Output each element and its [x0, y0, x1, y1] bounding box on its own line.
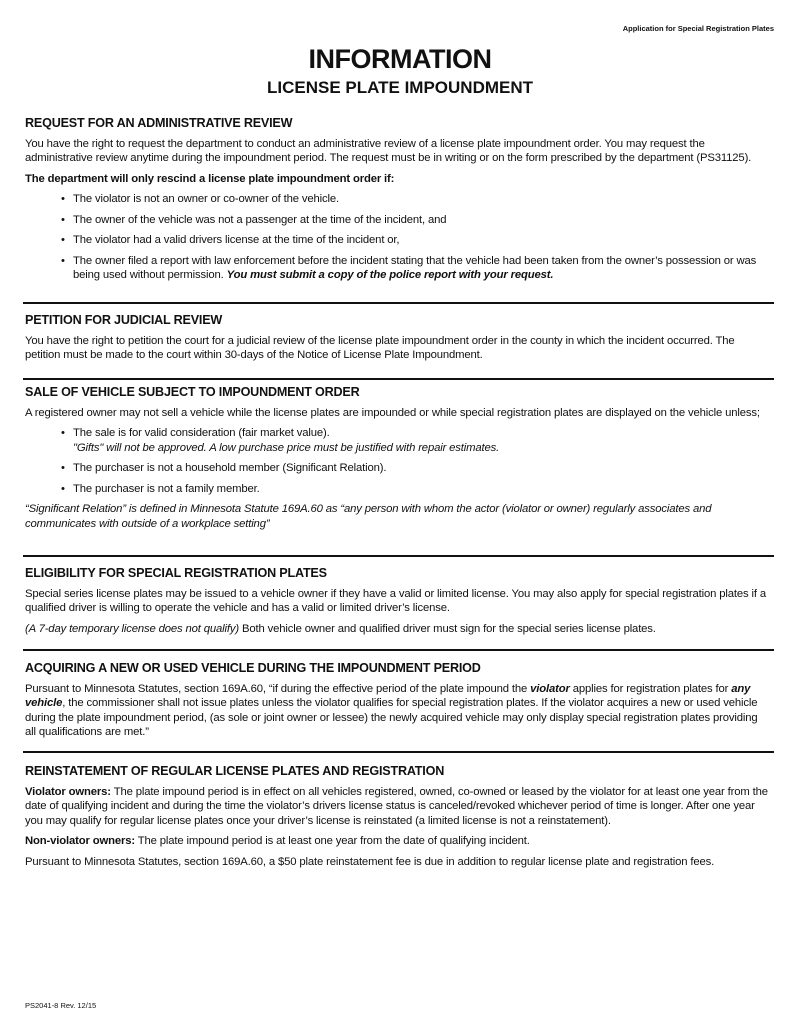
paragraph [25, 785, 771, 829]
list-item: • The violator had a valid drivers license at the time of the incident or, [73, 233, 771, 248]
section-heading: REQUEST FOR AN ADMINISTRATIVE REVIEW [25, 116, 293, 130]
bullet-list [25, 192, 771, 283]
section-heading: ELIGIBILITY FOR SPECIAL REGISTRATION PLATES [25, 566, 327, 580]
text: The plate impound period is in effect on all vehicles registered, owned, co-owned or leased by the violator for at least one year from the date of qualifying incident and during the time the violator’s drivers license status is canceled/revoked whichever period of time is longer. After one year you may qualify for regular license plates once your driver’s license is reinstated (a limited license is not a reinstatement). [25, 785, 768, 827]
list-item: • The purchaser is not a family member. [73, 482, 771, 497]
emphasis: violator [530, 682, 570, 695]
divider [23, 751, 774, 753]
list-item [73, 426, 771, 455]
section-heading: SALE OF VEHICLE SUBJECT TO IMPOUNDMENT ORDER [25, 385, 360, 399]
list-item: • The violator is not an owner or co-owner of the vehicle. [73, 192, 771, 207]
item-note: "Gifts" will not be approved. A low purchase price must be justified with repair estimates. [73, 441, 500, 454]
section-heading: REINSTATEMENT OF REGULAR LICENSE PLATES AND REGISTRATION [25, 764, 445, 778]
divider [23, 378, 774, 380]
item-emphasis: You must submit a copy of the police report with your request. [226, 269, 554, 281]
section-eligibility [25, 566, 771, 642]
list-item: • The purchaser is not a household member (Significant Relation). [73, 461, 771, 476]
divider [23, 555, 774, 557]
text: applies for registration plates for [569, 682, 732, 695]
text: The plate impound period is at least one year from the date of qualifying incident. [134, 835, 530, 847]
page-subtitle: LICENSE PLATE IMPOUNDMENT [266, 78, 534, 97]
paragraph-lead: The department will only rescind a license plate impoundment order if: [25, 172, 395, 185]
definition: “Significant Relation” is defined in Minnesota Statute 169A.60 as “any person with whom the actor (violator or owner) regularly associates and communicates with outside of a workplace setting” [25, 503, 712, 530]
label: Violator owners: [25, 785, 111, 798]
section-administrative-review [25, 116, 771, 289]
text: , the commissioner shall not issue plates unless the violator qualifies for special registration plates. If the violator acquires a new or used vehicle during the plate impoundment period, (as sole or joint owner or lessee) the newly acquired vehicle may only display special registration plates providing all qualifications are met.” [25, 697, 758, 738]
note-italic: (A 7-day temporary license does not qualify) [25, 622, 240, 635]
paragraph: Special series license plates may be issued to a vehicle owner if they have a valid or limited license. You may also apply for special registration plates if a qualified driver is willing to operate the vehicle and has a valid or limited driver’s license. [25, 587, 766, 614]
label: Non-violator owners: [25, 835, 135, 847]
item-text: The sale is for valid consideration (fair market value). [73, 427, 330, 439]
section-sale-of-vehicle [25, 385, 771, 537]
form-number: PS2041-8 Rev. 12/15 [25, 1001, 97, 1010]
item-text: The owner filed a report with law enforcement before the incident stating that the vehicle had been taken from the owner’s possession or was being used without permission. [73, 254, 757, 281]
list-item: • The owner of the vehicle was not a passenger at the time of the incident, and [73, 213, 771, 228]
paragraph [25, 622, 771, 637]
divider [23, 302, 774, 304]
emphasis: any vehicle [25, 682, 751, 709]
paragraph: You have the right to petition the court for a judicial review of the license plate impoundment order in the county in which the incident occurred. The petition must be made to the court within 30-days of the Notice of License Plate Impoundment. [25, 334, 735, 361]
paragraph: A registered owner may not sell a vehicle while the license plates are impounded or while special registration plates are displayed on the vehicle unless; [25, 406, 760, 419]
note-text: Both vehicle owner and qualified driver must sign for the special series license plates. [239, 622, 656, 635]
divider [23, 649, 774, 651]
page-title: INFORMATION [308, 44, 492, 74]
paragraph: You have the right to request the department to conduct an administrative review of a license plate impoundment order. You may request the administrative review anytime during the impoundment period. The request must be in writing or on the form prescribed by the department (PS31125). [25, 137, 752, 164]
section-heading: PETITION FOR JUDICIAL REVIEW [25, 313, 223, 327]
section-reinstatement [25, 764, 771, 875]
form-header: Application for Special Registration Plates [622, 24, 774, 33]
paragraph: Pursuant to Minnesota Statutes, section 169A.60, a $50 plate reinstatement fee is due in addition to regular license plate and registration fees. [25, 855, 715, 868]
bullet-list [25, 426, 771, 496]
list-item [73, 254, 771, 283]
paragraph [25, 834, 771, 849]
section-judicial-review [25, 313, 771, 369]
paragraph [25, 682, 771, 740]
text: Pursuant to Minnesota Statutes, section 169A.60, “if during the effective period of the plate impound the [25, 682, 531, 695]
section-acquiring-vehicle [25, 661, 771, 746]
section-heading: ACQUIRING A NEW OR USED VEHICLE DURING THE IMPOUNDMENT PERIOD [25, 661, 481, 675]
